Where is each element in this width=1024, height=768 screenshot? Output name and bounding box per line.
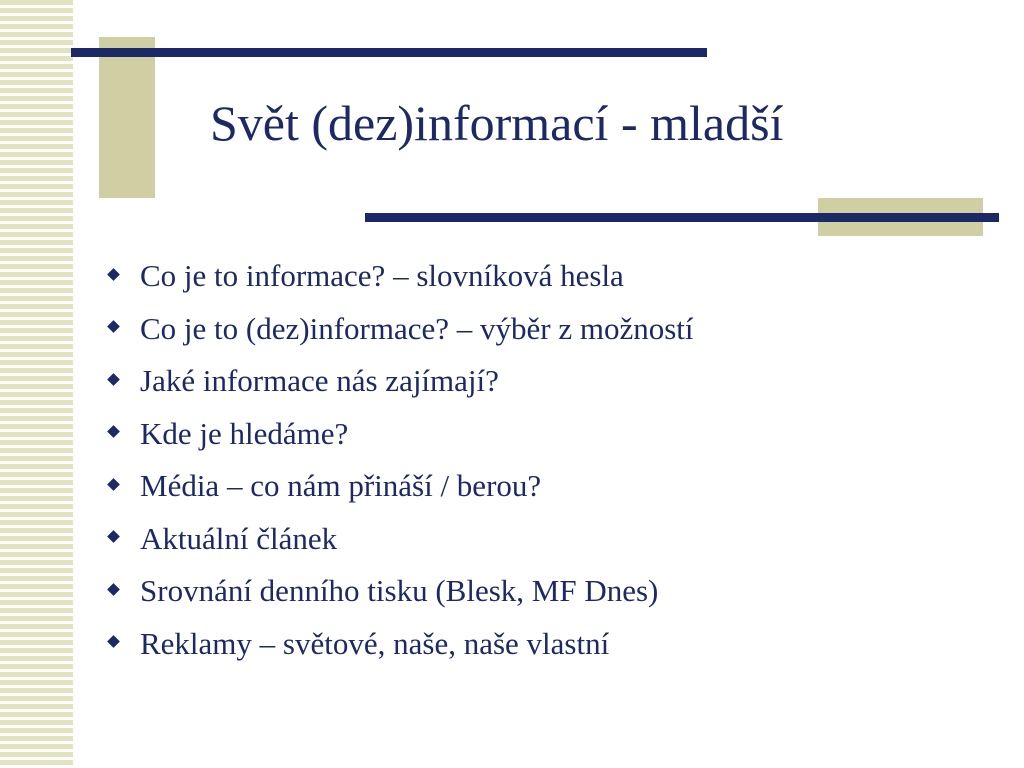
diamond-bullet-icon bbox=[107, 373, 120, 386]
diamond-bullet-icon bbox=[107, 320, 120, 333]
decorative-stripes bbox=[0, 0, 73, 768]
bullet-item bbox=[105, 565, 694, 618]
decorative-vertical-block bbox=[99, 37, 155, 198]
bullet-item bbox=[105, 250, 694, 303]
diamond-bullet-icon bbox=[107, 583, 120, 596]
bullet-list bbox=[105, 250, 694, 670]
bullet-text: Co je to informace? – slovníková hesla bbox=[140, 258, 624, 294]
diamond-bullet-icon bbox=[107, 425, 120, 438]
bullet-text: Srovnání denního tisku (Blesk, MF Dnes) bbox=[140, 573, 659, 609]
bullet-text: Jaké informace nás zajímají? bbox=[140, 363, 499, 399]
diamond-bullet-icon bbox=[107, 635, 120, 648]
bullet-text: Aktuální článek bbox=[140, 520, 338, 556]
diamond-bullet-icon bbox=[107, 268, 120, 281]
diamond-bullet-icon bbox=[107, 530, 120, 543]
title-underline-rule bbox=[365, 213, 999, 222]
slide-title: Svět (dez)informací - mladší bbox=[210, 95, 784, 151]
bullet-item bbox=[105, 408, 694, 461]
bullet-text: Co je to (dez)informace? – výběr z možností bbox=[140, 310, 694, 346]
diamond-bullet-icon bbox=[107, 478, 120, 491]
bullet-text: Kde je hledáme? bbox=[140, 415, 349, 451]
bullet-item bbox=[105, 303, 694, 356]
bullet-item bbox=[105, 460, 694, 513]
bullet-item bbox=[105, 618, 694, 671]
bullet-item bbox=[105, 355, 694, 408]
bullet-item bbox=[105, 513, 694, 566]
bullet-text: Média – co nám přináší / berou? bbox=[140, 468, 542, 504]
top-rule bbox=[71, 48, 707, 57]
bullet-text: Reklamy – světové, naše, naše vlastní bbox=[140, 625, 610, 661]
